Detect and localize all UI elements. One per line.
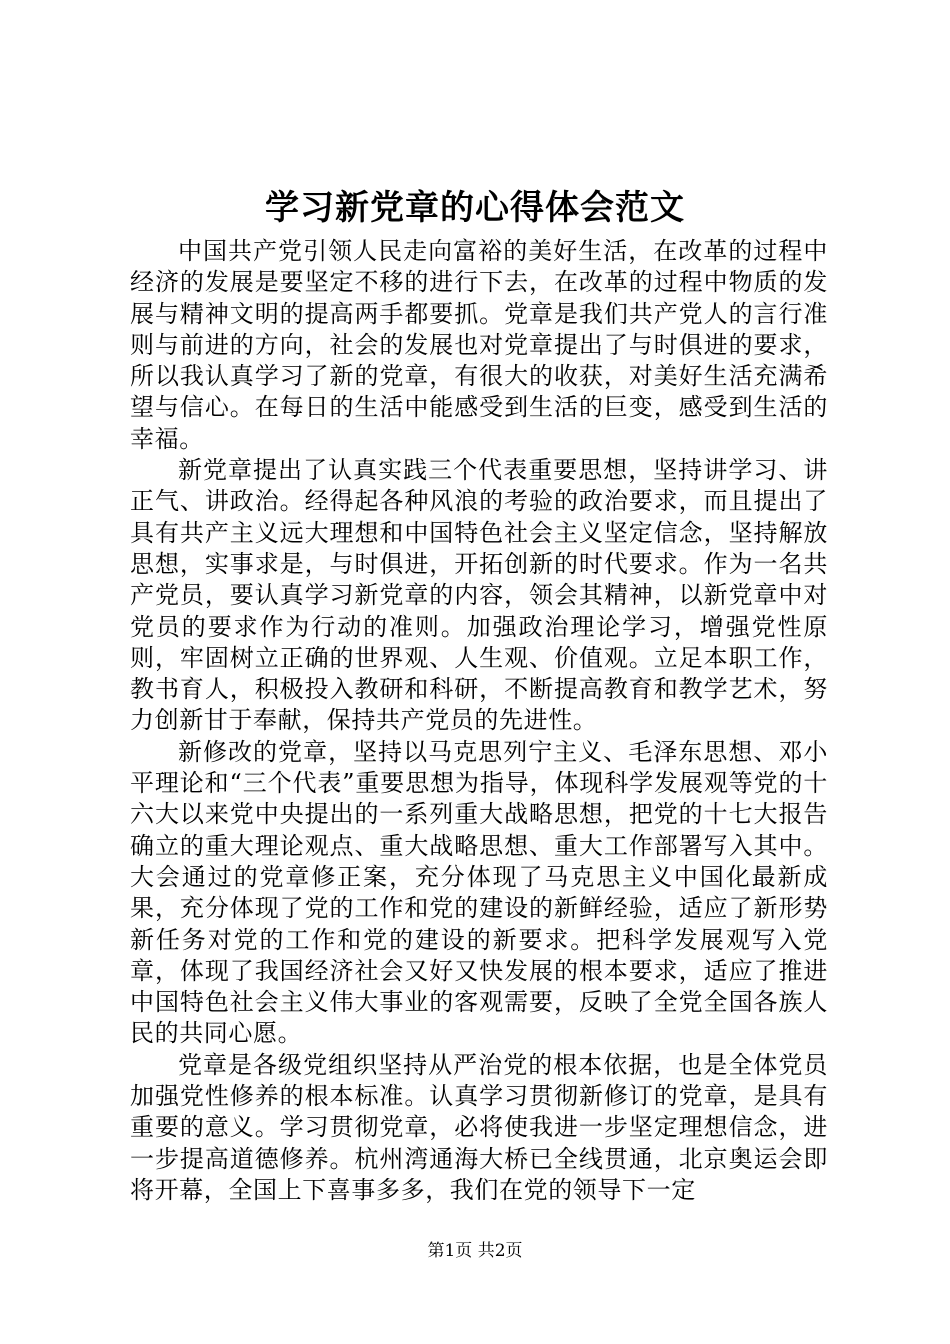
paragraph-4: 党章是各级党组织坚持从严治党的根本依据，也是全体党员加强党性修养的根本标准。认真学习贯彻新修订的党章，是具有重要的意义。学习贯彻党章，必将使我进一步坚定理想信念，进一步提高道德修养。杭州湾通海大桥已全线贯通，北京奥运会即将开幕，全国上下喜事多多，我们在党的领导下一定 (130, 1050, 828, 1204)
document-title: 学习新党章的心得体会范文 (265, 188, 685, 228)
page-footer: 第1页 共2页 (427, 1241, 523, 1261)
paragraph-1: 中国共产党引领人民走向富裕的美好生活，在改革的过程中经济的发展是要坚定不移的进行下去，在改革的过程中物质的发展与精神文明的提高两手都要抓。党章是我们共产党人的言行准则与前进的方向，社会的发展也对党章提出了与时俱进的要求，所以我认真学习了新的党章，有很大的收获，对美好生活充满希望与信心。在每日的生活中能感受到生活的巨变，感受到生活的幸福。 (130, 237, 828, 453)
document-body (130, 236, 828, 1206)
paragraph-2: 新党章提出了认真实践三个代表重要思想，坚持讲学习、讲正气、讲政治。经得起各种风浪的考验的政治要求，而且提出了具有共产主义远大理想和中国特色社会主义坚定信念，坚持解放思想，实事求是，与时俱进，开拓创新的时代要求。作为一名共产党员，要认真学习新党章的内容，领会其精神，以新党章中对党员的要求作为行动的准则。加强政治理论学习，增强党性原则，牢固树立正确的世界观、人生观、价值观。立足本职工作，教书育人，积极投入教研和科研，不断提高教育和教学艺术，努力创新甘于奉献，保持共产党员的先进性。 (130, 456, 828, 735)
paragraph-3: 新修改的党章，坚持以马克思列宁主义、毛泽东思想、邓小平理论和“三个代表”重要思想为指导，体现科学发展观等党的十六大以来党中央提出的一系列重大战略思想，把党的十七大报告确立的重大理论观点、重大战略思想、重大工作部署写入其中。大会通过的党章修正案，充分体现了马克思主义中国化最新成果，充分体现了党的工作和党的建设的新鲜经验，适应了新形势新任务对党的工作和党的建设的新要求。把科学发展观写入党章，体现了我国经济社会又好又快发展的根本要求，适应了推进中国特色社会主义伟大事业的客观需要，反映了全党全国各族人民的共同心愿。 (130, 737, 828, 1048)
